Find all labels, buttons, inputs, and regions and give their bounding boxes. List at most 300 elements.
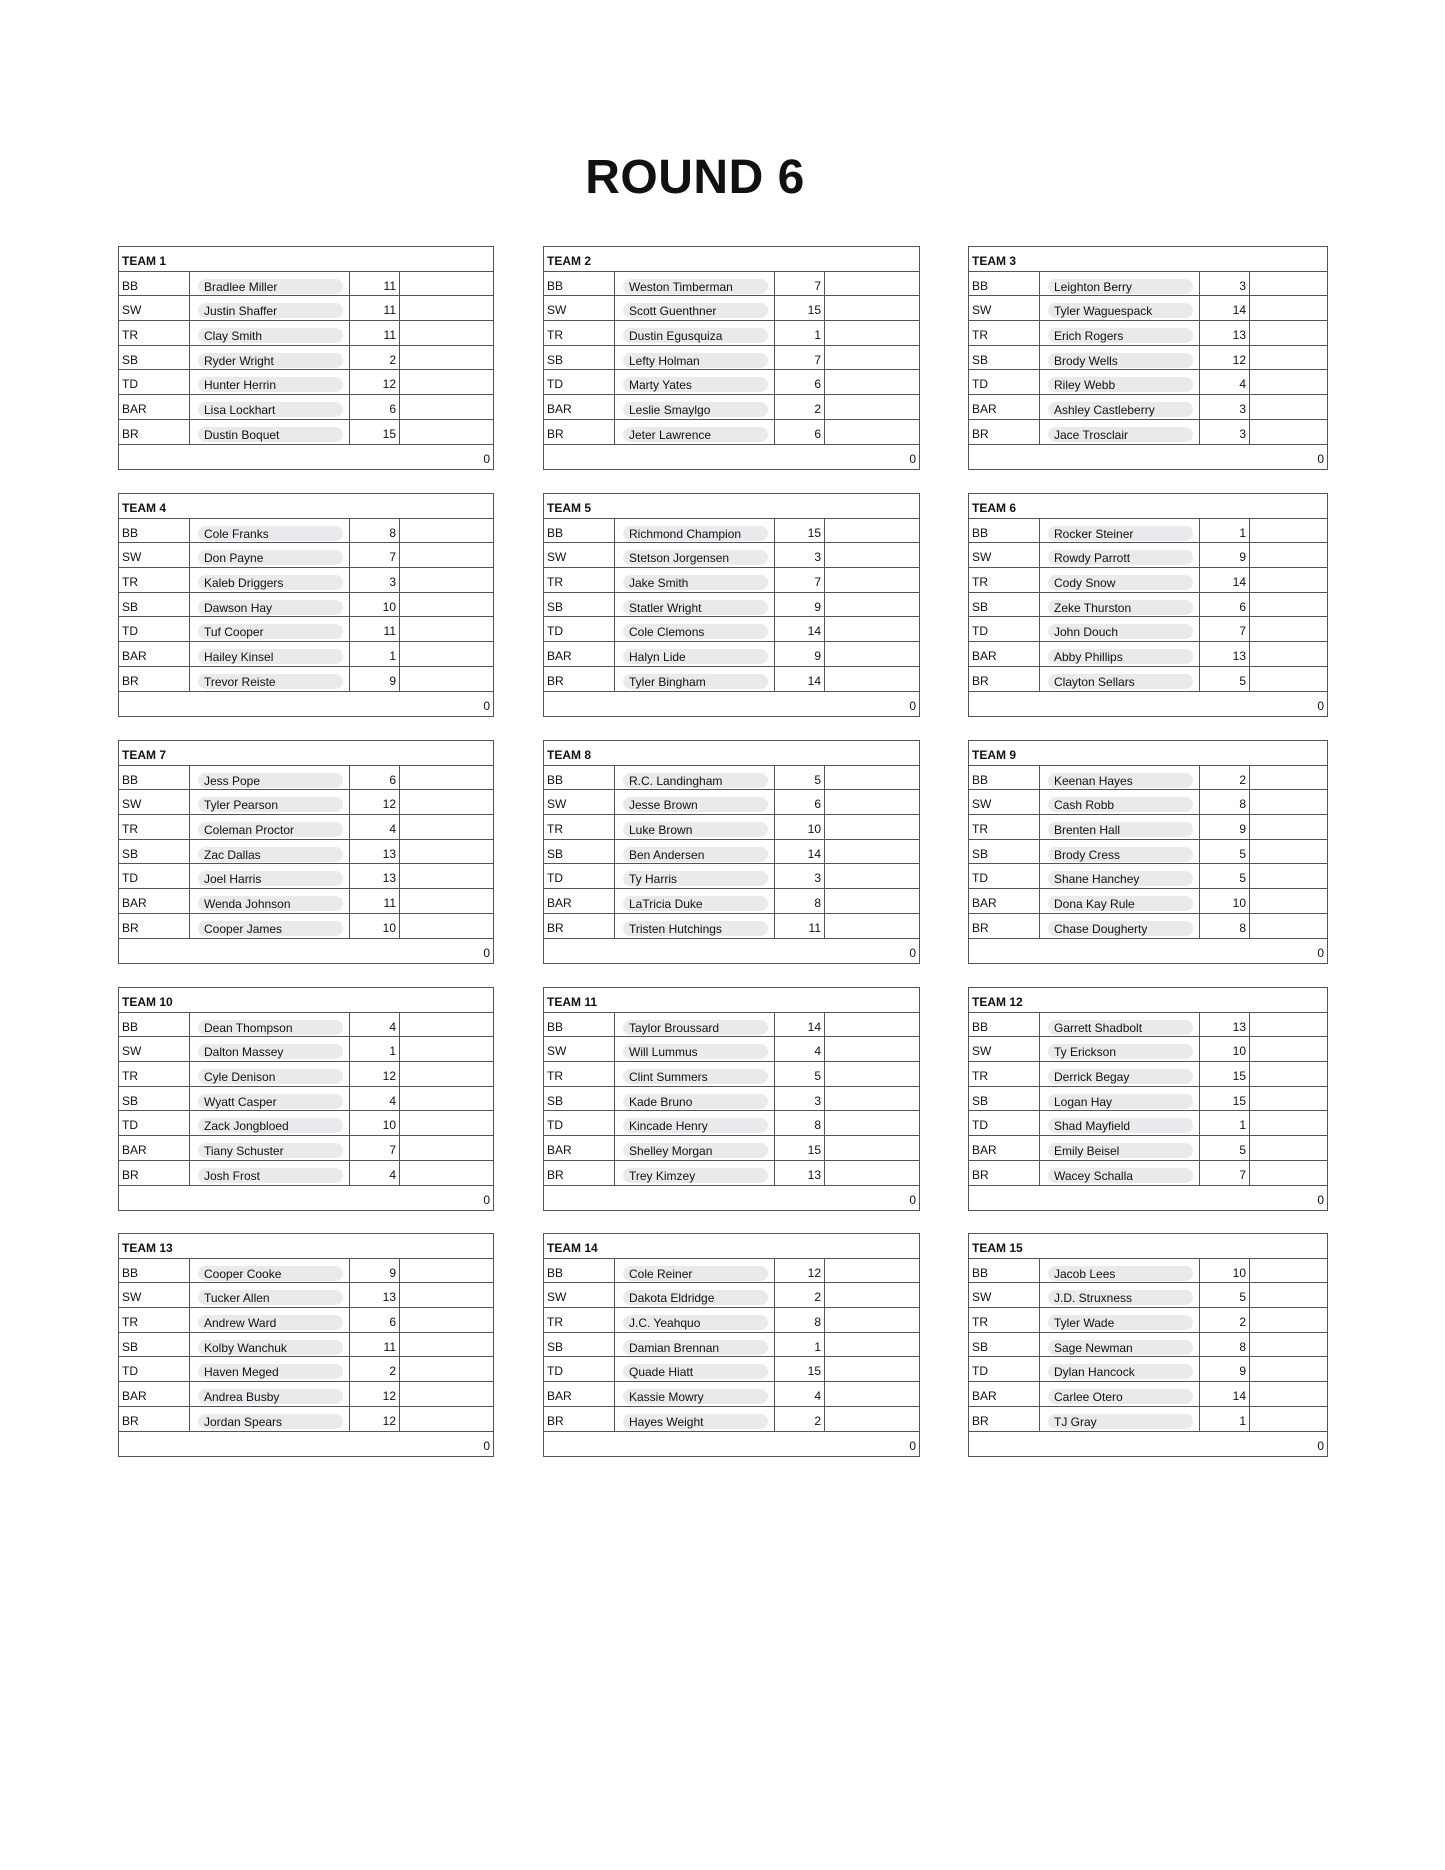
player-name: Zack Jongbloed — [198, 1118, 343, 1133]
table-row — [969, 1136, 1327, 1161]
score-cell — [825, 346, 919, 370]
table-row — [544, 1407, 919, 1432]
event-code: SW — [544, 1037, 615, 1061]
player-number: 13 — [1200, 1013, 1250, 1037]
player-cell — [190, 321, 350, 345]
score-cell — [825, 519, 919, 543]
event-code: BAR — [969, 1136, 1040, 1160]
score-cell — [400, 1013, 493, 1037]
score-cell — [1250, 395, 1327, 419]
table-row — [544, 321, 919, 346]
player-name: Tyler Waguespack — [1048, 303, 1193, 318]
player-name: Luke Brown — [623, 822, 768, 837]
player-name: Chase Dougherty — [1048, 921, 1193, 936]
player-name: Brenten Hall — [1048, 822, 1193, 837]
player-cell — [1040, 346, 1200, 370]
player-name: Abby Phillips — [1048, 649, 1193, 664]
table-row — [119, 1407, 493, 1432]
event-code: BAR — [969, 889, 1040, 913]
team-total: 0 — [483, 945, 490, 960]
player-name: Jesse Brown — [623, 797, 768, 812]
event-code: TR — [544, 1062, 615, 1086]
table-row — [969, 1087, 1327, 1112]
score-cell — [400, 1357, 493, 1381]
team-total: 0 — [483, 698, 490, 713]
player-cell — [615, 766, 775, 790]
player-number: 10 — [1200, 1037, 1250, 1061]
table-row — [119, 1087, 493, 1112]
player-name: Cooper James — [198, 921, 343, 936]
player-name: Hailey Kinsel — [198, 649, 343, 664]
player-name: Shelley Morgan — [623, 1143, 768, 1158]
player-name: Hayes Weight — [623, 1414, 768, 1429]
score-cell — [400, 642, 493, 666]
player-number: 12 — [350, 790, 400, 814]
team-name: TEAM 6 — [969, 494, 1327, 519]
score-cell — [1250, 1259, 1327, 1283]
player-cell — [190, 420, 350, 444]
player-name: LaTricia Duke — [623, 896, 768, 911]
event-code: TD — [969, 370, 1040, 394]
player-number: 11 — [350, 272, 400, 296]
table-row — [969, 766, 1327, 791]
event-code: SB — [544, 593, 615, 617]
player-cell — [1040, 617, 1200, 641]
player-cell — [190, 1136, 350, 1160]
table-row — [119, 568, 493, 593]
player-cell — [190, 840, 350, 864]
player-number: 7 — [1200, 617, 1250, 641]
player-number: 9 — [775, 642, 825, 666]
player-name: Rowdy Parrott — [1048, 550, 1193, 565]
score-cell — [400, 1283, 493, 1307]
event-code: SW — [969, 543, 1040, 567]
player-cell — [190, 1283, 350, 1307]
team-name: TEAM 2 — [544, 247, 919, 272]
player-number: 1 — [775, 1333, 825, 1357]
table-row — [544, 1161, 919, 1186]
player-name: Carlee Otero — [1048, 1389, 1193, 1404]
player-name: Kaleb Driggers — [198, 575, 343, 590]
player-name: J.D. Struxness — [1048, 1290, 1193, 1305]
score-cell — [1250, 519, 1327, 543]
player-cell — [615, 667, 775, 691]
player-cell — [615, 1037, 775, 1061]
player-name: Ben Andersen — [623, 847, 768, 862]
event-code: SW — [119, 1283, 190, 1307]
player-number: 6 — [1200, 593, 1250, 617]
player-cell — [1040, 889, 1200, 913]
team-total: 0 — [1317, 1192, 1324, 1207]
player-number: 6 — [350, 766, 400, 790]
team-total: 0 — [909, 451, 916, 466]
player-name: Keenan Hayes — [1048, 773, 1193, 788]
team-name: TEAM 10 — [119, 988, 493, 1013]
score-cell — [400, 667, 493, 691]
player-cell — [190, 889, 350, 913]
event-code: BB — [119, 1013, 190, 1037]
player-cell — [615, 889, 775, 913]
player-number: 13 — [350, 840, 400, 864]
player-cell — [190, 1161, 350, 1185]
score-cell — [1250, 543, 1327, 567]
player-cell — [615, 840, 775, 864]
player-name: Ty Erickson — [1048, 1044, 1193, 1059]
player-name: Brody Wells — [1048, 353, 1193, 368]
event-code: BR — [119, 1407, 190, 1431]
player-cell — [1040, 1062, 1200, 1086]
table-row — [969, 395, 1327, 420]
player-number: 10 — [350, 593, 400, 617]
team-name: TEAM 7 — [119, 741, 493, 766]
event-code: TR — [119, 815, 190, 839]
table-row — [969, 321, 1327, 346]
score-cell — [1250, 815, 1327, 839]
score-cell — [825, 840, 919, 864]
player-number: 10 — [775, 815, 825, 839]
score-cell — [825, 1087, 919, 1111]
event-code: BAR — [119, 1382, 190, 1406]
table-row — [544, 617, 919, 642]
player-name: Zac Dallas — [198, 847, 343, 862]
event-code: SW — [969, 296, 1040, 320]
player-cell — [1040, 1259, 1200, 1283]
player-number: 11 — [350, 321, 400, 345]
player-number: 8 — [1200, 1333, 1250, 1357]
event-code: SB — [119, 1333, 190, 1357]
team-table — [118, 1233, 494, 1457]
event-code: SW — [969, 1283, 1040, 1307]
table-row — [119, 1013, 493, 1038]
player-number: 2 — [775, 1283, 825, 1307]
score-cell — [400, 568, 493, 592]
player-number: 11 — [775, 914, 825, 938]
score-cell — [825, 815, 919, 839]
table-row — [119, 790, 493, 815]
player-cell — [190, 642, 350, 666]
team-name: TEAM 3 — [969, 247, 1327, 272]
event-code: SW — [969, 1037, 1040, 1061]
event-code: BR — [119, 420, 190, 444]
event-code: SW — [544, 790, 615, 814]
table-row — [119, 543, 493, 568]
team-table — [118, 740, 494, 964]
team-name: TEAM 9 — [969, 741, 1327, 766]
player-name: Hunter Herrin — [198, 377, 343, 392]
score-cell — [1250, 864, 1327, 888]
player-number: 9 — [1200, 543, 1250, 567]
player-number: 3 — [1200, 420, 1250, 444]
player-name: Erich Rogers — [1048, 328, 1193, 343]
player-number: 9 — [350, 667, 400, 691]
event-code: SB — [544, 1087, 615, 1111]
table-row — [544, 1333, 919, 1358]
player-name: Leslie Smaylgo — [623, 402, 768, 417]
table-row — [119, 864, 493, 889]
player-cell — [1040, 1111, 1200, 1135]
event-code: BR — [119, 1161, 190, 1185]
table-row — [969, 864, 1327, 889]
table-row — [119, 519, 493, 544]
score-cell — [1250, 1062, 1327, 1086]
team-total: 0 — [1317, 1438, 1324, 1453]
player-number: 8 — [775, 1111, 825, 1135]
player-name: Wenda Johnson — [198, 896, 343, 911]
team-table — [543, 493, 920, 717]
player-name: Tucker Allen — [198, 1290, 343, 1305]
player-number: 3 — [350, 568, 400, 592]
team-total: 0 — [909, 698, 916, 713]
player-cell — [190, 815, 350, 839]
player-cell — [615, 272, 775, 296]
player-cell — [190, 272, 350, 296]
score-cell — [1250, 667, 1327, 691]
team-table — [968, 740, 1328, 964]
player-number: 6 — [350, 1308, 400, 1332]
player-name: Kade Bruno — [623, 1094, 768, 1109]
table-row — [119, 889, 493, 914]
table-row — [119, 1259, 493, 1284]
score-cell — [1250, 1333, 1327, 1357]
team-name: TEAM 8 — [544, 741, 919, 766]
player-cell — [615, 1407, 775, 1431]
event-code: SW — [544, 543, 615, 567]
score-cell — [400, 1382, 493, 1406]
player-name: Leighton Berry — [1048, 279, 1193, 294]
player-cell — [615, 1308, 775, 1332]
player-name: Lisa Lockhart — [198, 402, 343, 417]
score-cell — [825, 1382, 919, 1406]
table-row — [544, 1037, 919, 1062]
score-cell — [1250, 272, 1327, 296]
event-code: BR — [119, 667, 190, 691]
event-code: SW — [544, 1283, 615, 1307]
player-name: Will Lummus — [623, 1044, 768, 1059]
score-cell — [825, 1357, 919, 1381]
score-cell — [1250, 370, 1327, 394]
player-number: 2 — [350, 1357, 400, 1381]
score-cell — [825, 1037, 919, 1061]
event-code: TD — [119, 370, 190, 394]
table-row — [544, 864, 919, 889]
score-cell — [400, 519, 493, 543]
event-code: SB — [969, 840, 1040, 864]
team-name: TEAM 14 — [544, 1234, 919, 1259]
table-row — [544, 642, 919, 667]
player-number: 7 — [775, 568, 825, 592]
table-row — [969, 790, 1327, 815]
player-cell — [615, 1013, 775, 1037]
score-cell — [825, 543, 919, 567]
event-code: BR — [544, 1161, 615, 1185]
table-row — [544, 815, 919, 840]
event-code: SW — [119, 543, 190, 567]
player-cell — [1040, 395, 1200, 419]
table-row — [969, 272, 1327, 297]
score-cell — [400, 1333, 493, 1357]
event-code: BB — [969, 519, 1040, 543]
table-row — [544, 519, 919, 544]
event-code: TR — [544, 815, 615, 839]
table-row — [119, 1111, 493, 1136]
player-name: Dakota Eldridge — [623, 1290, 768, 1305]
score-cell — [825, 568, 919, 592]
player-number: 8 — [1200, 790, 1250, 814]
table-row — [969, 840, 1327, 865]
player-number: 6 — [350, 395, 400, 419]
player-name: Marty Yates — [623, 377, 768, 392]
player-cell — [615, 1136, 775, 1160]
player-number: 14 — [1200, 296, 1250, 320]
table-row — [969, 543, 1327, 568]
player-name: Cooper Cooke — [198, 1266, 343, 1281]
score-cell — [825, 296, 919, 320]
table-row — [544, 1382, 919, 1407]
player-number: 4 — [1200, 370, 1250, 394]
table-row — [119, 766, 493, 791]
score-cell — [400, 889, 493, 913]
table-row — [119, 1333, 493, 1358]
table-row — [969, 642, 1327, 667]
table-row — [969, 519, 1327, 544]
event-code: BB — [544, 519, 615, 543]
player-cell — [190, 667, 350, 691]
player-cell — [1040, 1382, 1200, 1406]
score-cell — [1250, 1382, 1327, 1406]
table-row — [119, 1037, 493, 1062]
player-name: TJ Gray — [1048, 1414, 1193, 1429]
player-cell — [190, 296, 350, 320]
event-code: SW — [119, 1037, 190, 1061]
player-number: 4 — [350, 1013, 400, 1037]
player-name: John Douch — [1048, 624, 1193, 639]
table-row — [969, 568, 1327, 593]
player-cell — [1040, 766, 1200, 790]
event-code: TR — [969, 321, 1040, 345]
player-cell — [1040, 840, 1200, 864]
score-cell — [825, 1259, 919, 1283]
player-name: Cole Reiner — [623, 1266, 768, 1281]
team-table — [543, 1233, 920, 1457]
team-table — [968, 493, 1328, 717]
player-number: 5 — [1200, 1283, 1250, 1307]
player-number: 2 — [1200, 1308, 1250, 1332]
event-code: TD — [119, 617, 190, 641]
player-number: 3 — [775, 864, 825, 888]
player-number: 5 — [775, 1062, 825, 1086]
player-number: 11 — [350, 296, 400, 320]
event-code: BAR — [969, 395, 1040, 419]
team-name: TEAM 13 — [119, 1234, 493, 1259]
player-name: Statler Wright — [623, 600, 768, 615]
player-cell — [1040, 543, 1200, 567]
score-cell — [400, 346, 493, 370]
player-number: 15 — [775, 296, 825, 320]
player-name: Wacey Schalla — [1048, 1168, 1193, 1183]
player-cell — [615, 1161, 775, 1185]
player-number: 12 — [1200, 346, 1250, 370]
player-name: Dustin Egusquiza — [623, 328, 768, 343]
score-cell — [1250, 840, 1327, 864]
score-cell — [1250, 1283, 1327, 1307]
player-name: Coleman Proctor — [198, 822, 343, 837]
table-row — [544, 1308, 919, 1333]
event-code: BAR — [119, 395, 190, 419]
score-cell — [825, 1333, 919, 1357]
table-row — [969, 1407, 1327, 1432]
score-cell — [400, 1136, 493, 1160]
score-cell — [825, 790, 919, 814]
player-number: 10 — [350, 1111, 400, 1135]
player-name: Garrett Shadbolt — [1048, 1020, 1193, 1035]
player-number: 4 — [775, 1037, 825, 1061]
player-name: R.C. Landingham — [623, 773, 768, 788]
event-code: SB — [119, 1087, 190, 1111]
score-cell — [400, 395, 493, 419]
score-cell — [825, 617, 919, 641]
table-row — [969, 1259, 1327, 1284]
table-row — [969, 420, 1327, 445]
player-cell — [1040, 1283, 1200, 1307]
player-name: Clay Smith — [198, 328, 343, 343]
table-row — [969, 914, 1327, 939]
player-number: 4 — [350, 1161, 400, 1185]
player-number: 11 — [350, 889, 400, 913]
team-total: 0 — [909, 1192, 916, 1207]
event-code: BAR — [119, 642, 190, 666]
team-table — [543, 740, 920, 964]
player-number: 10 — [350, 914, 400, 938]
score-cell — [1250, 617, 1327, 641]
score-cell — [825, 889, 919, 913]
player-cell — [1040, 1013, 1200, 1037]
player-cell — [1040, 370, 1200, 394]
page-title: ROUND 6 — [585, 151, 805, 204]
score-cell — [1250, 642, 1327, 666]
event-code: SB — [119, 593, 190, 617]
table-row — [119, 617, 493, 642]
event-code: TD — [119, 1357, 190, 1381]
event-code: BR — [544, 1407, 615, 1431]
player-cell — [1040, 1407, 1200, 1431]
player-name: Jess Pope — [198, 773, 343, 788]
score-cell — [1250, 790, 1327, 814]
player-name: Trevor Reiste — [198, 674, 343, 689]
player-name: Shad Mayfield — [1048, 1118, 1193, 1133]
player-cell — [615, 568, 775, 592]
table-row — [119, 1161, 493, 1186]
score-cell — [825, 1062, 919, 1086]
score-cell — [400, 840, 493, 864]
table-row — [544, 370, 919, 395]
player-number: 9 — [1200, 815, 1250, 839]
player-cell — [615, 346, 775, 370]
score-cell — [400, 1087, 493, 1111]
score-cell — [825, 1136, 919, 1160]
score-cell — [400, 864, 493, 888]
event-code: BB — [969, 1259, 1040, 1283]
score-cell — [1250, 1013, 1327, 1037]
event-code: TR — [544, 568, 615, 592]
score-cell — [825, 1407, 919, 1431]
score-cell — [825, 370, 919, 394]
player-name: Logan Hay — [1048, 1094, 1193, 1109]
player-number: 15 — [1200, 1062, 1250, 1086]
event-code: BAR — [969, 642, 1040, 666]
player-cell — [1040, 1037, 1200, 1061]
event-code: BAR — [544, 642, 615, 666]
player-number: 13 — [350, 1283, 400, 1307]
